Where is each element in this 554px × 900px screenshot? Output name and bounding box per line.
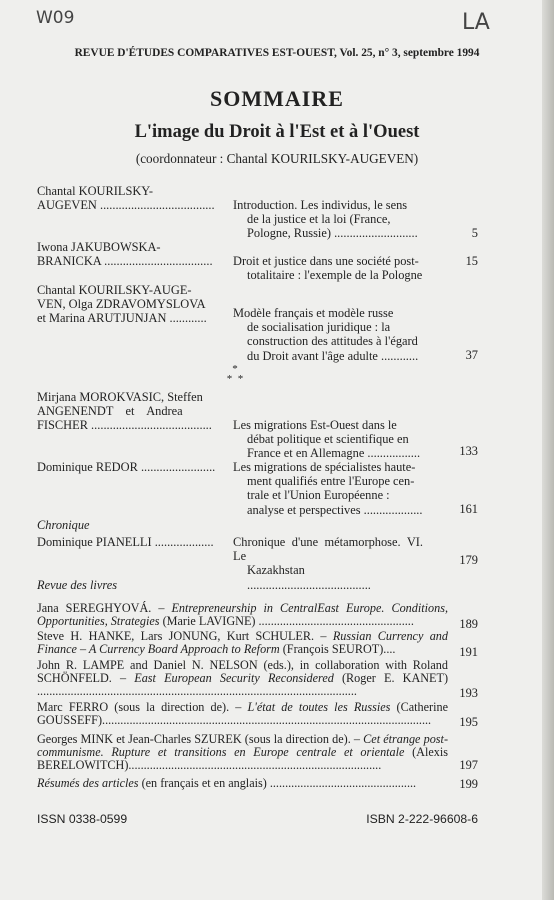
review-page-number: 197	[459, 758, 478, 772]
review-entry: Georges MINK et Jean-Charles SZUREK (sous la direction de). – Cet étrange post-communisme. Rupture et transitions en Europe centrale et orientale (Alexis BERELOWITCH)...................................................................................	[37, 732, 448, 772]
entry-title: Modèle français et modèle russe de socialisation juridique : la construction des attitudes à l'égard du Droit avant l'âge adulte ............	[233, 306, 419, 363]
review-page-number: 189	[459, 617, 478, 631]
review-entry: John R. LAMPE and Daniel N. NELSON (eds.), in collaboration with Roland SCHÖNFELD. – East European Security Reconsidered (Roger E. KANET) .........................................................................................................	[37, 658, 449, 698]
revue-label: Revue des livres	[37, 578, 118, 592]
review-entry: Steve H. HANKE, Lars JONUNG, Kurt SCHULER. – Russian Currency and Finance – A Currency Board Approach to Reform (François SEUROT)....	[37, 629, 448, 656]
entry-page-number: 179	[459, 553, 478, 567]
entry-author: Chantal KOURILSKY- AUGEVEN .....................................	[37, 184, 215, 213]
journal-header: REVUE D'ÉTUDES COMPARATIVES EST-OUEST, Vol. 25, n° 3, septembre 1994	[74, 47, 480, 59]
entry-author: Mirjana MOROKVASIC, Steffen ANGENENDT et Andrea FISCHER .......................................	[37, 390, 212, 433]
entry-page-number: 15	[465, 254, 478, 268]
handwritten-note-left: W09	[36, 8, 75, 28]
entry-author: Iwona JAKUBOWSKA- BRANICKA ...................................	[37, 240, 213, 269]
resumes-page-number: 199	[459, 777, 478, 791]
page-title: SOMMAIRE	[210, 86, 344, 111]
entry-title: Les migrations Est-Ouest dans le débat politique et scientifique en France et en Allemagne .................	[233, 418, 421, 461]
isbn-number: ISBN 2-222-96608-6	[366, 812, 478, 826]
entry-page-number: 133	[459, 444, 478, 458]
review-page-number: 195	[459, 715, 478, 729]
section-separator: * * *	[226, 363, 244, 385]
entry-title: Introduction. Les individus, le sens de la justice et la loi (France, Pologne, Russie) ...........................	[233, 198, 418, 241]
entry-title: Les migrations de spécialistes haute- ment qualifiés entre l'Europe cen- trale et l'Union Européenne : analyse et perspectives ...................	[233, 460, 423, 517]
resumes-entry: Résumés des articles (en français et en anglais) ................................................	[37, 776, 417, 790]
entry-title: Droit et justice dans une société post- totalitaire : l'exemple de la Pologne	[233, 254, 423, 283]
entry-page-number: 5	[471, 226, 478, 240]
review-page-number: 193	[459, 686, 478, 700]
issue-subtitle: L'image du Droit à l'Est et à l'Ouest	[134, 122, 420, 142]
chronique-label: Chronique	[37, 518, 90, 532]
coordinator-line: (coordonnateur : Chantal KOURILSKY-AUGEVEN)	[135, 151, 419, 166]
entry-author: Chantal KOURILSKY-AUGE- VEN, Olga ZDRAVOMYSLOVA et Marina ARUTJUNJAN ............	[37, 283, 207, 326]
review-page-number: 191	[459, 645, 478, 659]
entry-title: Chronique d'une métamorphose. VI. Le Kazakhstan ........................................	[233, 535, 423, 592]
entry-author: Dominique PIANELLI ...................	[37, 535, 214, 549]
issn-number: ISSN 0338-0599	[37, 812, 128, 826]
entry-author: Dominique REDOR ........................	[37, 460, 216, 474]
review-entry: Jana SEREGHYOVÁ. – Entrepreneurship in CentralEast Europe. Conditions, Opportunities, Strategies (Marie LAVIGNE) ...................................................	[37, 601, 448, 628]
handwritten-note-right: LA	[462, 10, 490, 35]
entry-page-number: 161	[459, 502, 478, 516]
entry-page-number: 37	[465, 348, 478, 362]
review-entry: Marc FERRO (sous la direction de). – L'état de toutes les Russies (Catherine GOUSSEFF)............................................................................................................	[37, 700, 448, 727]
